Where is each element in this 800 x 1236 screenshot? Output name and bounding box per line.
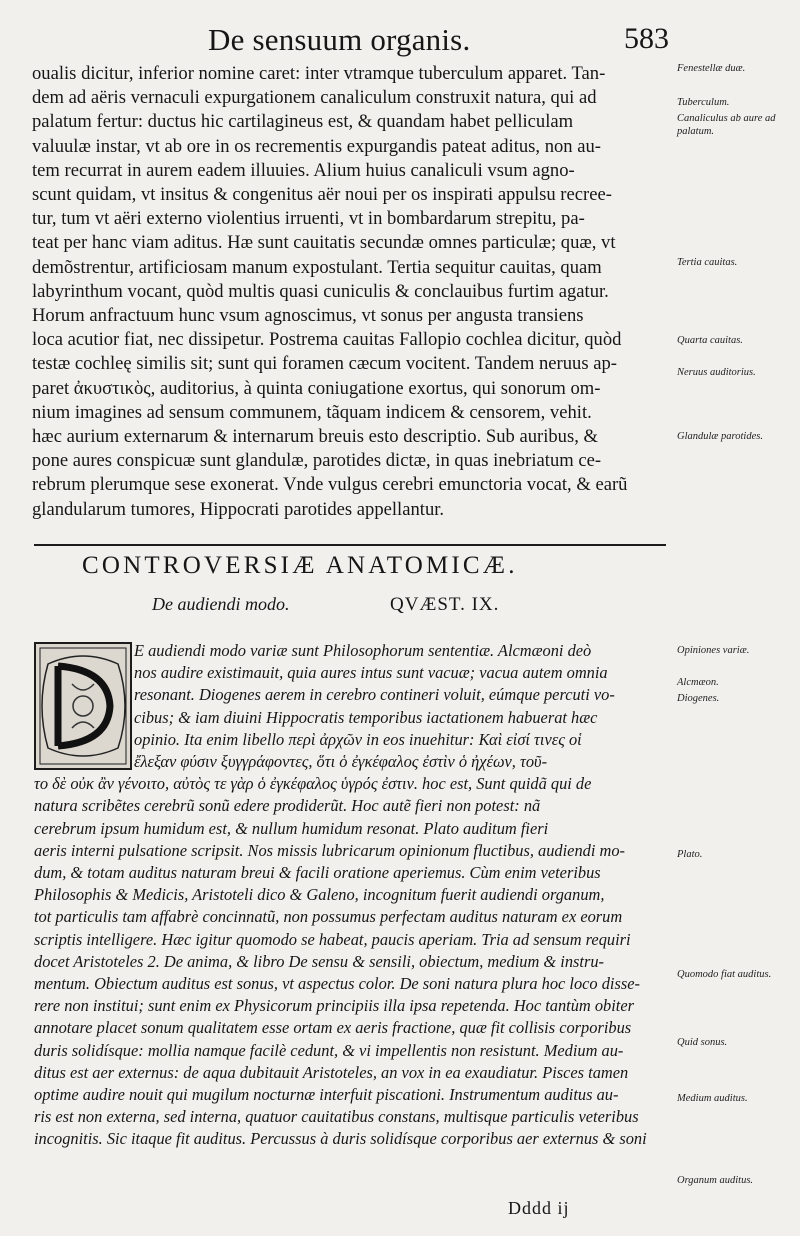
signature-mark: Dddd ij bbox=[508, 1198, 570, 1218]
text-line: natura scribẽtes cerebrũ sonũ edere prodiderũt. Hoc autẽ fieri non potest: nã bbox=[34, 796, 541, 816]
text-line: testæ cochleę similis sit; sunt qui foramen cæcum vocitent. Tandem neruus ap- bbox=[32, 353, 617, 375]
text-line: tem recurrat in aurem eadem illuuies. Alium huius canaliculi vsum agno- bbox=[32, 159, 575, 181]
text-line: cerebrum ipsum humidum est, & nullum humidum resonat. Plato auditum fieri bbox=[34, 818, 549, 838]
text-line: hæc aurium externarum & internarum breuis esto descriptio. Sub auribus, & bbox=[32, 426, 598, 448]
section-title: CONTROVERSIÆ ANATOMICÆ. bbox=[82, 552, 518, 579]
text-line: teat per hanc viam aditus. Hæ sunt cauitatis secundæ omnes particulæ; quæ, vt bbox=[32, 232, 616, 254]
text-line: mentum. Obiectum auditus est sonus, vt aspectus color. De soni natura plura hoc loco disse- bbox=[34, 974, 640, 994]
text-line: aeris interni pulsatione scripsit. Nos missis lubricarum opinionum fluctibus, audiendi mo- bbox=[34, 840, 625, 860]
margin-note: Tertia cauitas. bbox=[677, 257, 738, 268]
text-line: opinio. Ita enim libello περὶ ἀρχῶν in eos inuehitur: Καὶ εἰσί τινες οἱ bbox=[134, 729, 582, 749]
text-line: dem ad aëris vernaculi expurgationem canaliculum construxit natura, qui ad bbox=[32, 87, 597, 109]
text-line: duris solidísque: mollia namque facilè cedunt, & vi impellentis non resistunt. Medium au- bbox=[34, 1040, 624, 1060]
text-line: docet Aristoteles 2. De anima, & libro De sensu & sensili, obiectum, medium & instru- bbox=[34, 951, 604, 971]
text-block-upper bbox=[32, 62, 668, 522]
text-line: paret ἀκυστικὸς, auditorius, à quinta coniugatione exortus, qui sonorum om- bbox=[32, 377, 601, 399]
text-line: E audiendi modo variæ sunt Philosophorum sententiæ. Alcmæoni deò bbox=[134, 641, 592, 660]
margin-note: Quomodo fiat auditus. bbox=[677, 969, 772, 980]
text-line: dum, & totam auditus naturam breui & facili oratione aperiemus. Cùm enim veteribus bbox=[34, 863, 601, 883]
margin-note: Fenestellæ duæ. bbox=[677, 63, 746, 74]
margin-note: Medium auditus. bbox=[677, 1093, 748, 1104]
text-line: Horum anfractuum hunc vsum agnoscimus, vt sonus per angusta transiens bbox=[32, 305, 584, 327]
text-line: oualis dicitur, inferior nomine caret: inter vtramque tuberculum apparet. Tan- bbox=[32, 63, 606, 84]
running-head-title: De sensuum organis. bbox=[208, 22, 471, 57]
text-line: ditus est aer externus: de aqua dubitauit Aristoteles, an vox in ea exaudiatur. Pisces tamen bbox=[34, 1062, 629, 1082]
text-line: scriptis intelligere. Hæc igitur quomodo se habeat, paucis aperiam. Tria ad sensum requiri bbox=[34, 929, 631, 949]
margin-note: Tuberculum. bbox=[677, 97, 730, 108]
text-line: pone aures conspicuæ sunt glandulæ, parotides dictæ, in quas inebriatum ce- bbox=[32, 450, 602, 472]
text-line: loca acutior fiat, nec dissipetur. Postrema cauitas Fallopio cochlea dicitur, quòd bbox=[32, 329, 622, 351]
text-block-lower bbox=[34, 640, 664, 1151]
text-line: demõstrentur, artificiosam manum expostulant. Tertia sequitur cauitas, quam bbox=[32, 256, 602, 278]
question-topic: De audiendi modo. bbox=[152, 594, 290, 614]
text-line: rere non institui; sunt enim ex Physicorum principiis illa ipsa repetenda. Hoc tantùm obiter bbox=[34, 996, 635, 1016]
text-line: palatum fertur: ductus hic cartilagineus est, & quandam habet pelliculam bbox=[32, 111, 574, 133]
margin-note: Quarta cauitas. bbox=[677, 335, 743, 346]
margin-note: Diogenes. bbox=[677, 693, 720, 704]
text-line: ris est non externa, sed interna, quatuor cauitatibus constans, multisque particulis veteribus bbox=[34, 1107, 639, 1127]
text-line: Philosophis & Medicis, Aristoteli dico & Galeno, incognitum fuerit audiendi organum, bbox=[34, 885, 605, 905]
margin-note: Glandulæ parotides. bbox=[677, 431, 763, 442]
text-line: optime audire nouit qui mugilum nocturnæ interfuit piscationi. Instrumentum auditus au- bbox=[34, 1085, 619, 1105]
text-line: tur, tum vt aëri externo violentius irruenti, vt in bombardarum strepitu, pa- bbox=[32, 208, 585, 230]
question-number: QVÆST. IX. bbox=[390, 594, 500, 615]
text-line: tot particulis tam affabrè concinnatũ, non possumus perfectam auditus naturam ex eorum bbox=[34, 907, 623, 927]
rule-top bbox=[34, 544, 666, 546]
text-line: το δὲ οὐκ ἂν γένοιτο, αὐτὸς τε γὰρ ὁ ἐγκέφαλος ὑγρός ἐστιν. hoc est, Sunt quidã qui de bbox=[34, 774, 592, 794]
margin-note: Neruus auditorius. bbox=[677, 367, 756, 378]
page-number: 583 bbox=[624, 22, 669, 55]
margin-note: Organum auditus. bbox=[677, 1175, 754, 1186]
text-line: nium imagines ad sensum communem, tãquam indicem & censorem, vehit. bbox=[32, 401, 592, 423]
text-line: cibus; & iam diuini Hippocratis temporibus iactationem habuerat hæc bbox=[134, 707, 598, 727]
margin-note: Alcmæon. bbox=[677, 677, 719, 688]
margin-note: Plato. bbox=[677, 849, 703, 860]
text-line: glandularum tumores, Hippocrati parotides appellantur. bbox=[32, 498, 445, 520]
margin-note: Canaliculus ab aure ad palatum. bbox=[677, 113, 776, 137]
text-line: annotare placet sonum qualitatem esse ortam ex aeris fractione, quæ fit collisis corporibus bbox=[34, 1018, 632, 1038]
text-line: nos audire existimauit, quia aures intus sunt vacuæ; vacua autem omnia bbox=[134, 663, 608, 683]
text-line: rebrum plerumque sese exonerat. Vnde vulgus cerebri emunctoria vocat, & earũ bbox=[32, 474, 628, 496]
margin-notes-lower bbox=[677, 0, 795, 1236]
text-line: resonant. Diogenes aerem in cerebro contineri voluit, eúmque percuti vo- bbox=[134, 685, 615, 705]
text-line: ἔλεξαν φύσιν ξυγγράφοντες, ὅτι ὁ ἐγκέφαλος ἐστὶν ὁ ἠχέων, τοῦ- bbox=[134, 752, 548, 772]
margin-note: Opiniones variæ. bbox=[677, 645, 750, 656]
text-line: valuulæ instar, vt ab ore in os recrementis expurgandis pateat aditus, non au- bbox=[32, 135, 601, 157]
text-line: labyrinthum vocant, quòd multis quasi cuniculis & conclauibus furtim agatur. bbox=[32, 280, 609, 302]
margin-note: Quid sonus. bbox=[677, 1037, 728, 1048]
text-line: incognitis. Sic itaque fit auditus. Percussus à duris solidísque corporibus aer externus & soni bbox=[34, 1129, 647, 1149]
text-line: scunt quidam, vt insitus & congenitus aër noui per os inspirati appulsu recree- bbox=[32, 184, 612, 206]
